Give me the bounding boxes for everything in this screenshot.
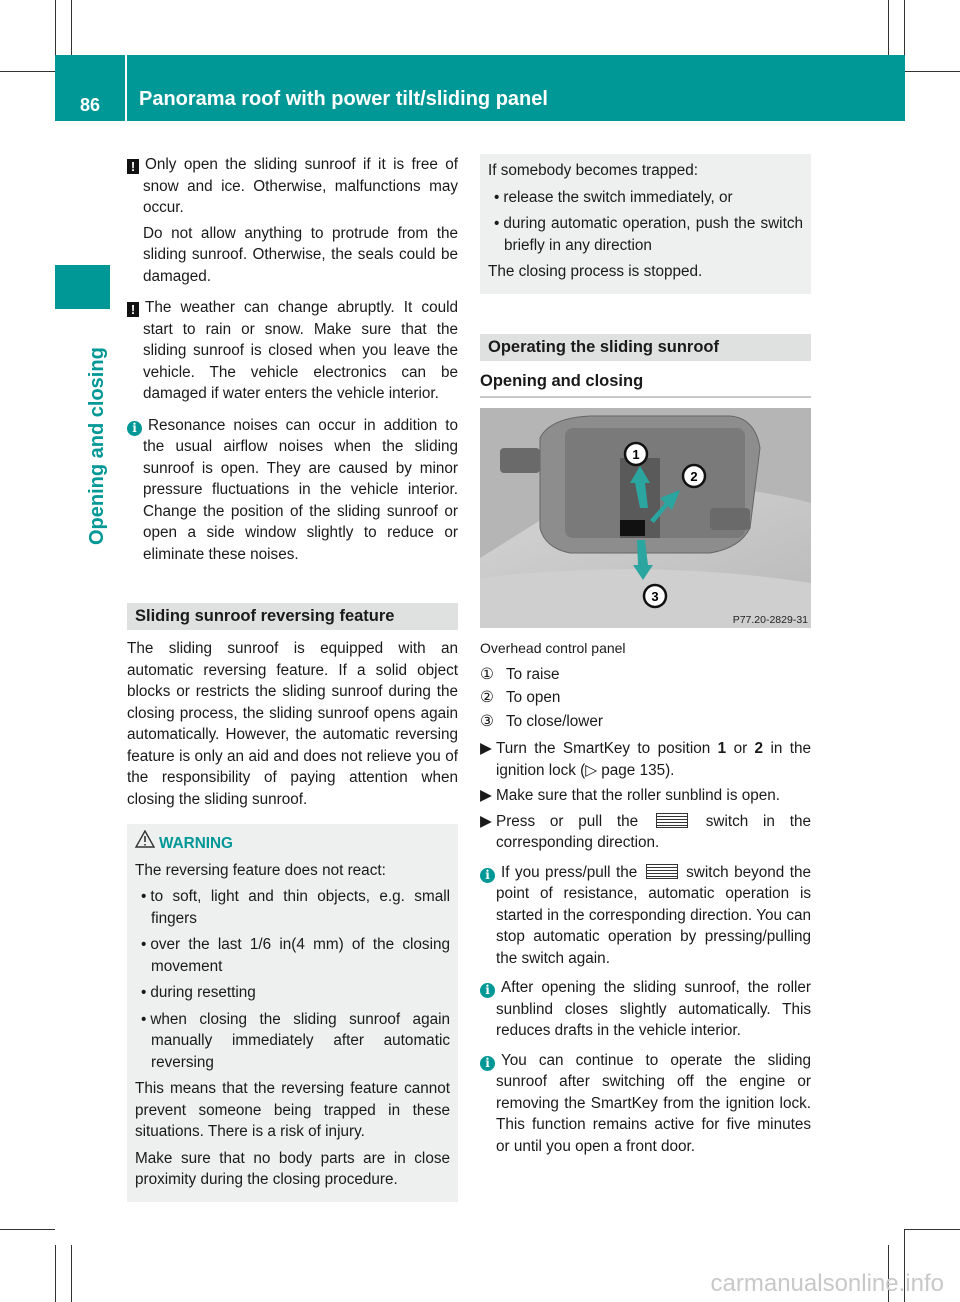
page-number: 86 bbox=[79, 95, 101, 115]
info-icon: i bbox=[480, 983, 495, 998]
warning-text: Make sure that no body parts are in close proximity during the closing procedure. bbox=[135, 1149, 450, 1188]
step: ▶ Turn the SmartKey to position 1 or 2 in the ignition lock (▷ page 135). bbox=[480, 740, 811, 779]
step-arrow-icon: ▶ bbox=[480, 787, 492, 804]
crop-mark bbox=[888, 0, 889, 55]
trapped-bullet: • during automatic operation, push the switch briefly in any direction bbox=[488, 213, 803, 256]
trapped-intro: If somebody becomes trapped: bbox=[488, 162, 699, 179]
note-text: Resonance noises can occur in addition to the usual airflow noises when the sliding sunroof is open. They are caused by minor pressure fluctuations in the vehicle interior. Change the position of the sliding sunroof or open a side window slightly to reduce or eliminate these noises. bbox=[143, 416, 458, 563]
side-tab-marker bbox=[55, 265, 110, 309]
info-icon: i bbox=[480, 1056, 495, 1071]
info-note: i You can continue to operate the sliding sunroof after switching off the engine or removing the SmartKey from the ignition lock. This function remains active for five minutes or until you open a front door. bbox=[480, 1050, 811, 1158]
overhead-panel-photo bbox=[480, 408, 811, 628]
note-text: The weather can change abruptly. It could start to rain or snow. Make sure that the sliding sunroof is closed when you leave the vehicle. The vehicle electronics can be damaged if water enters the vehicle interior. bbox=[143, 299, 458, 402]
callout-1: 1 bbox=[632, 447, 640, 462]
legend-number: ① bbox=[480, 665, 494, 683]
step: ▶ Make sure that the roller sunblind is open. bbox=[480, 785, 811, 807]
image-caption: Overhead control panel bbox=[480, 640, 626, 656]
warning-bullet: • during resetting bbox=[135, 982, 450, 1004]
note-text: Do not allow anything to protrude from the sliding sunroof. Otherwise, the seals could be damaged. bbox=[143, 224, 458, 285]
warning-text: This means that the reversing feature cannot prevent someone being trapped in these situations. There is a risk of injury. bbox=[135, 1080, 450, 1140]
step-arrow-icon: ▶ bbox=[480, 812, 492, 830]
warning-label: WARNING bbox=[159, 835, 233, 852]
legend-number: ② bbox=[480, 689, 494, 706]
page-title: Panorama roof with power tilt/sliding panel bbox=[139, 88, 548, 110]
crop-mark bbox=[0, 1229, 55, 1230]
info-icon: i bbox=[127, 421, 142, 436]
header-divider bbox=[125, 55, 127, 121]
section-heading: Operating the sliding sunroof bbox=[480, 334, 811, 361]
exclamation-icon: ! bbox=[127, 159, 139, 174]
crop-mark bbox=[71, 0, 72, 55]
subsection-heading: Opening and closing bbox=[480, 371, 811, 399]
crop-mark bbox=[0, 71, 55, 72]
section-text: The sliding sunroof is equipped with an automatic reversing feature. If a solid object blocks or restricts the sliding sunroof during the closing process, the sliding sunroof opens again automatically. However, the automatic reversing feature is only an aid and does not relieve you of the responsibility of paying attention when closing the sliding sunroof. bbox=[127, 640, 458, 808]
crop-mark bbox=[71, 1245, 72, 1302]
crop-mark bbox=[904, 0, 905, 55]
info-note: i After opening the sliding sunroof, the roller sunblind closes slightly automatically. This reduces drafts in the vehicle interior. bbox=[480, 977, 811, 1042]
exclamation-icon: ! bbox=[127, 302, 139, 317]
step-arrow-icon: ▶ bbox=[480, 740, 492, 757]
crop-mark bbox=[905, 71, 960, 72]
crop-mark bbox=[905, 1229, 960, 1230]
section-heading: Sliding sunroof reversing feature bbox=[127, 603, 458, 630]
trapped-box bbox=[480, 154, 811, 294]
image-code: P77.20-2829-31 bbox=[732, 614, 808, 626]
crop-mark bbox=[55, 1245, 56, 1302]
callout-3: 3 bbox=[651, 589, 659, 604]
crop-mark bbox=[55, 0, 56, 55]
legend-text: To open bbox=[506, 689, 561, 706]
info-icon: i bbox=[480, 868, 495, 883]
left-column bbox=[127, 154, 458, 1202]
sunroof-switch-icon bbox=[656, 813, 688, 828]
legend-text: To close/lower bbox=[506, 712, 603, 730]
warning-triangle-icon bbox=[135, 830, 159, 855]
sunroof-switch-icon bbox=[646, 864, 678, 879]
warning-bullet: • when closing the sliding sunroof again manually immediately after automatic reversing bbox=[135, 1009, 450, 1074]
step: ▶ Press or pull the switch in the corresponding direction. bbox=[480, 812, 812, 851]
warning-bullet: • to soft, light and thin objects, e.g. small fingers bbox=[135, 886, 450, 929]
legend-number: ③ bbox=[480, 712, 494, 730]
overhead-panel-illustration bbox=[480, 408, 811, 628]
note-text: Only open the sliding sunroof if it is free of snow and ice. Otherwise, malfunctions may occur. bbox=[143, 156, 458, 216]
warning-box bbox=[127, 824, 458, 1202]
side-tab-label: Opening and closing bbox=[86, 347, 108, 545]
callout-2: 2 bbox=[690, 469, 698, 484]
warning-intro: The reversing feature does not react: bbox=[135, 861, 386, 879]
right-column bbox=[480, 154, 811, 1161]
warning-bullet: • over the last 1/6 in(4 mm) of the closing movement bbox=[135, 934, 450, 977]
info-note: i If you press/pull the switch beyond the point of resistance, automatic operation is started in the corresponding direction. You can stop automatic operation by pressing/pulling the switch again. bbox=[480, 862, 811, 970]
trapped-outro: The closing process is stopped. bbox=[488, 263, 703, 280]
legend-text: To raise bbox=[506, 665, 560, 683]
watermark: carmanualsonline.info bbox=[710, 1270, 944, 1297]
trapped-bullet: • release the switch immediately, or bbox=[488, 187, 803, 209]
